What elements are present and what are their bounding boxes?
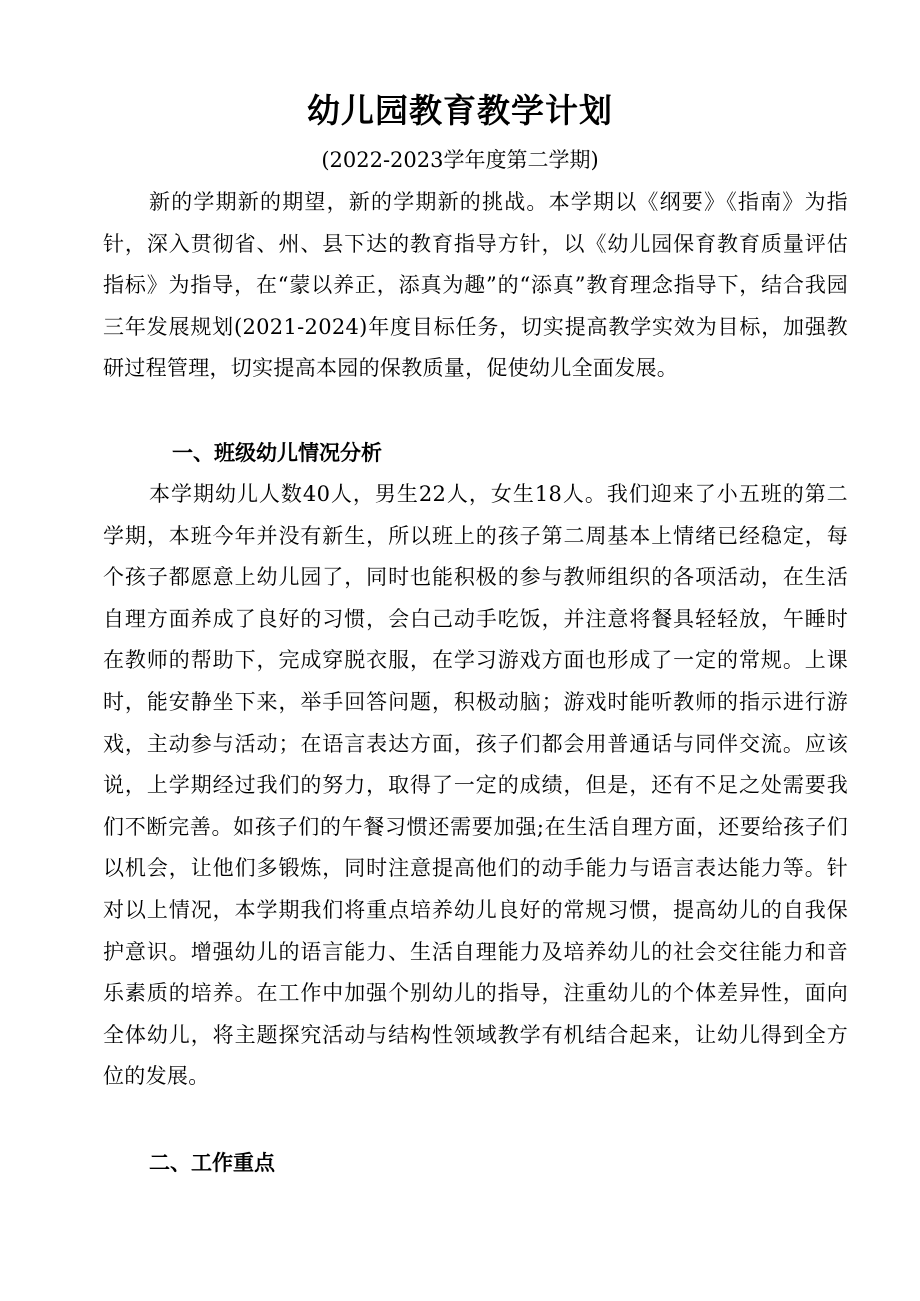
intro-paragraph: 新的学期新的期望，新的学期新的挑战。本学期以《纲要》《指南》为指针，深入贯彻省、州、县下达的教育指导方针，以《幼儿园保育教育质量评估指标》为指导，在“蒙以养正，添真为趣”的“添真”教育理念指导下，结合我园三年发展规划(2021-2024)年度目标任务，切实提高教学实效为目标，加强教研过程管理，切实提高本园的保教质量，促使幼儿全面发展。: [103, 190, 848, 381]
document-title: 幼儿园教育教学计划: [307, 91, 613, 130]
section-heading-class-analysis: 一、班级幼儿情况分析: [172, 441, 382, 465]
section-heading-work-focus: 二、工作重点: [149, 1151, 275, 1175]
class-analysis-paragraph: 本学期幼儿人数40人，男生22人，女生18人。我们迎来了小五班的第二学期，本班今年并没有新生，所以班上的孩子第二周基本上情绪已经稳定，每个孩子都愿意上幼儿园了，同时也能积极的参与教师组织的各项活动，在生活自理方面养成了良好的习惯，会白己动手吃饭，并注意将餐具轻轻放，午睡时在教师的帮助下，完成穿脱衣服，在学习游戏方面也形成了一定的常规。上课时，能安静坐下来，举手回答问题，积极动脑；游戏时能听教师的指示进行游戏，主动参与活动；在语言表达方面，孩子们都会用普通话与同伴交流。应该说，上学期经过我们的努力，取得了一定的成绩，但是，还有不足之处需要我们不断完善。如孩子们的午餐习惯还需要加强;在生活自理方面，还要给孩子们以机会，让他们多锻炼，同时注意提高他们的动手能力与语言表达能力等。针对以上情况，本学期我们将重点培养幼儿良好的常规习惯，提高幼儿的自我保护意识。增强幼儿的语言能力、生活自理能力及培养幼儿的社会交往能力和音乐素质的培养。在工作中加强个别幼儿的指导，注重幼儿的个体差异性，面向全体幼儿，将主题探究活动与结构性领域教学有机结合起来，让幼儿得到全方位的发展。: [103, 482, 848, 1089]
document-subtitle: (2022-2023学年度第二学期): [321, 148, 599, 172]
